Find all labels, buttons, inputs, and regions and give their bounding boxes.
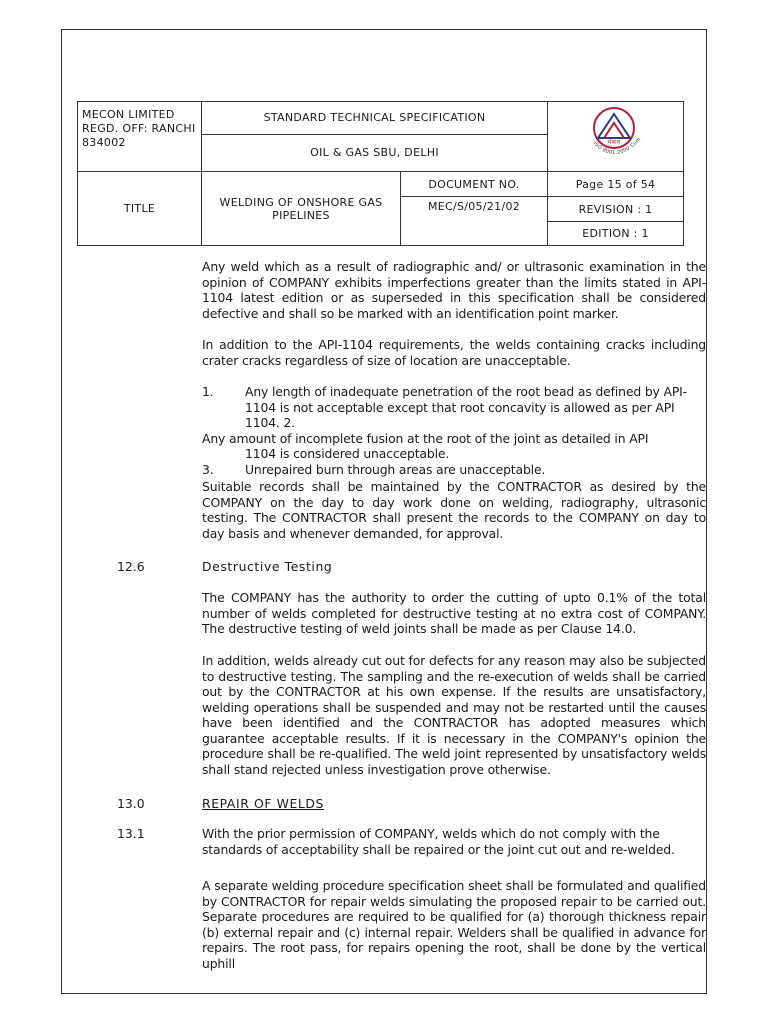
edition: EDITION : 1: [548, 222, 684, 246]
paragraph: A separate welding procedure specification sheet shall be formulated and qualified by CONTRACTOR for repair welds simulating the proposed repair to be carried out. Separate procedures are required to be qualified for (a) thorough thickness repair (b) external repair and (c) internal repair. Welders shall be qualified in advance for repairs. The root pass, for repairs opening the root, shall be done by the vertical uphill: [202, 878, 706, 971]
defect-list: [202, 384, 706, 477]
list-item-cont: 1104 is considered unacceptable.: [245, 446, 450, 461]
section-number: 12.6: [117, 559, 145, 574]
mecon-logo-icon: [584, 104, 648, 166]
section-title: Destructive Testing: [202, 559, 333, 574]
paragraph: Suitable records shall be maintained by the CONTRACTOR as desired by the COMPANY on the day to day work done on welding, radiography, ultrasonic testing. The CONTRACTOR shall present the records to the COMPANY on day to day basis and whenever demanded, for approval.: [202, 479, 706, 541]
company-block: [78, 102, 202, 172]
list-item: 3. Unrepaired burn through areas are unacceptable.: [202, 461, 546, 477]
title-value: WELDING OF ONSHORE GAS PIPELINES: [202, 172, 401, 246]
section-title: REPAIR OF WELDS: [202, 796, 325, 811]
spec-title: STANDARD TECHNICAL SPECIFICATION: [202, 102, 548, 135]
doc-no-value: MEC/S/05/21/02: [401, 197, 548, 246]
doc-no-label: DOCUMENT NO.: [401, 172, 548, 197]
paragraph: In addition, welds already cut out for defects for any reason may also be subjected to destructive testing. The sampling and the re-execution of welds shall be carried out by the CONTRACTOR at his own expense. If the results are unsatisfactory, welding operations shall be suspended and may not be restarted until the causes have been identified and the CONTRACTOR has adopted measures which guarantee acceptable results. If it is necessary in the COMPANY's opinion the procedure shall be re-qualified. The weld joint represented by unsatisfactory welds shall stand rejected unless investigation prove otherwise.: [202, 653, 706, 777]
section-number: 13.1: [117, 826, 145, 841]
division: OIL & GAS SBU, DELHI: [202, 134, 548, 171]
document-header-table: [77, 101, 684, 246]
logo-hindi-text: मेकन: [607, 139, 620, 146]
list-item: Any amount of incomplete fusion at the root of the joint as detailed in API: [202, 430, 649, 446]
paragraph: With the prior permission of COMPANY, welds which do not comply with the standards of acceptability shall be repaired or the joint cut out and re-welded.: [202, 826, 675, 857]
paragraph: Any weld which as a result of radiographic and/ or ultrasonic examination in the opinion of COMPANY exhibits imperfections greater than the limits stated in API-1104 latest edition or as superseded in this specification shall be considered defective and shall so be marked with an identification point marker.: [202, 259, 706, 321]
title-label: TITLE: [78, 172, 202, 246]
logo-ring-text: ISO 9001:2000 Com: [591, 136, 642, 157]
paragraph: In addition to the API-1104 requirements, the welds containing cracks including crater cracks regardless of size of location are unacceptable.: [202, 337, 706, 368]
company-name: MECON LIMITED: [82, 108, 175, 121]
company-office: REGD. OFF: RANCHI: [82, 122, 196, 135]
logo-cell: [548, 102, 684, 172]
paragraph: The COMPANY has the authority to order the cutting of upto 0.1% of the total number of welds completed for destructive testing at no extra cost of COMPANY. The destructive testing of weld joints shall be made as per Clause 14.0.: [202, 590, 706, 636]
section-number: 13.0: [117, 796, 145, 811]
list-item: 1. Any length of inadequate penetration of the root bead as defined by API-: [202, 384, 687, 399]
page-number: Page 15 of 54: [548, 172, 684, 197]
company-pin: 834002: [82, 136, 126, 149]
list-item-cont: 1104 is not acceptable except that root concavity is allowed as per API 1104. 2.: [245, 399, 675, 430]
revision: REVISION : 1: [548, 197, 684, 222]
